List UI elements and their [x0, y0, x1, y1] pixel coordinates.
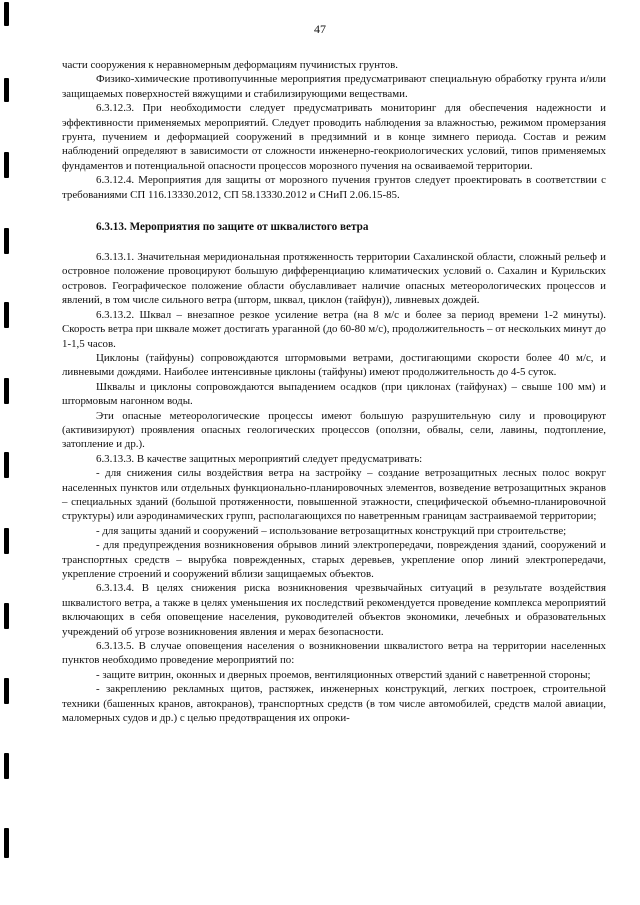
binding-mark: [4, 603, 9, 629]
paragraph: 6.3.13.2. Шквал – внезапное резкое усиление ветра (на 8 м/с и более за период времени 1-2 минуты). Скорость ветра при шквале может достигать ураганной (до 60-80 м/с), продолжительность – от нескольких минут до 1-1,5 часов.: [62, 308, 606, 350]
document-body: [62, 58, 606, 725]
paragraph: Циклоны (тайфуны) сопровождаются штормовыми ветрами, достигающими скорости более 40 м/с, и ливневыми дождями. Наиболее интенсивные циклоны (тайфуны) имеют продолжительность до 4-5 суток.: [62, 351, 606, 379]
binding-mark: [4, 228, 9, 254]
paragraph: Эти опасные метеорологические процессы имеют большую разрушительную силу и провоцируют (активизируют) проявления опасных геологических процессов (оползни, обвалы, сели, лавины, подтопление, затопление и др.).: [62, 409, 606, 451]
paragraph: - защите витрин, оконных и дверных проемов, вентиляционных отверстий зданий с наветренной стороны;: [96, 668, 591, 681]
paragraph: Физико-химические противопучинные мероприятия предусматривают специальную обработку грунта и/или защищаемых поверхностей вяжущими и стабилизирующими веществами.: [62, 73, 606, 100]
binding-mark: [4, 753, 9, 779]
binding-mark: [4, 378, 9, 404]
section-heading: 6.3.13. Мероприятия по защите от шквалистого ветра: [96, 221, 369, 234]
paragraphs-before-heading: [62, 58, 606, 202]
binding-mark: [4, 678, 9, 704]
binding-mark: [4, 828, 9, 858]
paragraph: 6.3.13.5. В случае оповещения населения о возникновении шквалистого ветра на территории населенных пунктов необходимо проведение мероприятий по:: [62, 640, 606, 667]
paragraph: 6.3.13.1. Значительная меридиональная протяженность территории Сахалинской области, сложный рельеф и островное положение провоцируют большую дифференциацию климатических условий о. Сахалин и Курильских островов. Географическое положение области обуславливает наличие опасных метеорологических процессов и явлений, в том числе сильного ветра (шторм, шквал, циклон (тайфун)), ливневых дождей.: [62, 251, 606, 307]
binding-marks: [0, 0, 14, 905]
paragraph: - для снижения силы воздействия ветра на застройку – создание ветрозащитных лесных полос вокруг населенных пунктов или отдельных функционально-планировочных элементов, возведение ветрозащитных экранов – специальных зданий (большой протяженности, повышенной этажности, специфической объемно-планировочной структуры) или аэродинамических групп, располагающихся по наветренным границам застраиваемой территории;: [62, 467, 606, 523]
paragraph: Шквалы и циклоны сопровождаются выпадением осадков (при циклонах (тайфунах) – свыше 100 мм) и штормовым нагонном воды.: [62, 380, 606, 408]
binding-mark: [4, 152, 9, 178]
page-number: 47: [314, 22, 326, 36]
paragraph: - для защиты зданий и сооружений – использование ветрозащитных конструкций при строительстве;: [96, 524, 567, 537]
paragraph: 6.3.12.3. При необходимости следует предусматривать мониторинг для обеспечения надежности и эффективности применяемых мероприятий. Следует проводить наблюдения за влажностью, режимом промерзания грунта, пучением и деформацией сооружений в предзимний и в конце зимнего периода. Состав и режим наблюдений определяют в зависимости от сложности инженерно-геокриологических условий, типов применяемых фундаментов и потенциальной опасности процессов морозного пучения на осваиваемой территории.: [62, 102, 606, 172]
paragraph: 6.3.13.3. В качестве защитных мероприятий следует предусматривать:: [96, 452, 423, 465]
binding-mark: [4, 528, 9, 554]
paragraphs-after-heading: [62, 250, 606, 725]
paragraph: 6.3.13.4. В целях снижения риска возникновения чрезвычайных ситуаций в результате воздействия шквалистого ветра, а также в целях уменьшения их последствий рекомендуется проведение комплекса мероприятий включающих в себя оповещение населения, руководителей объектов экономики, лечебных и образовательных учреждений об угрозе возникновения явления и мерах безопасности.: [62, 582, 606, 638]
paragraph: - для предупреждения возникновения обрывов линий электропередачи, повреждения зданий, сооружений и транспортных средств – вырубка поврежденных, старых деревьев, укрепление опор линий электропередачи, укрепление строений и сооружений вблизи защищаемых объектов.: [62, 539, 606, 580]
paragraph: - закреплению рекламных щитов, растяжек, инженерных конструкций, легких построек, строительной техники (башенных кранов, автокранов), транспортных средств (в том числе автомобилей, средств малой авиации, маломерных судов и др.) с целью предотвращения их опроки-: [62, 683, 606, 725]
binding-mark: [4, 78, 9, 102]
binding-mark: [4, 302, 9, 328]
paragraph: 6.3.12.4. Мероприятия для защиты от морозного пучения грунтов следует проектировать в соответствии с требованиями СП 116.13330.2012, СП 58.13330.2012 и СНиП 2.06.15-85.: [62, 174, 606, 201]
binding-mark: [4, 452, 9, 478]
paragraph: части сооружения к неравномерным деформациям пучинистых грунтов.: [62, 59, 398, 71]
